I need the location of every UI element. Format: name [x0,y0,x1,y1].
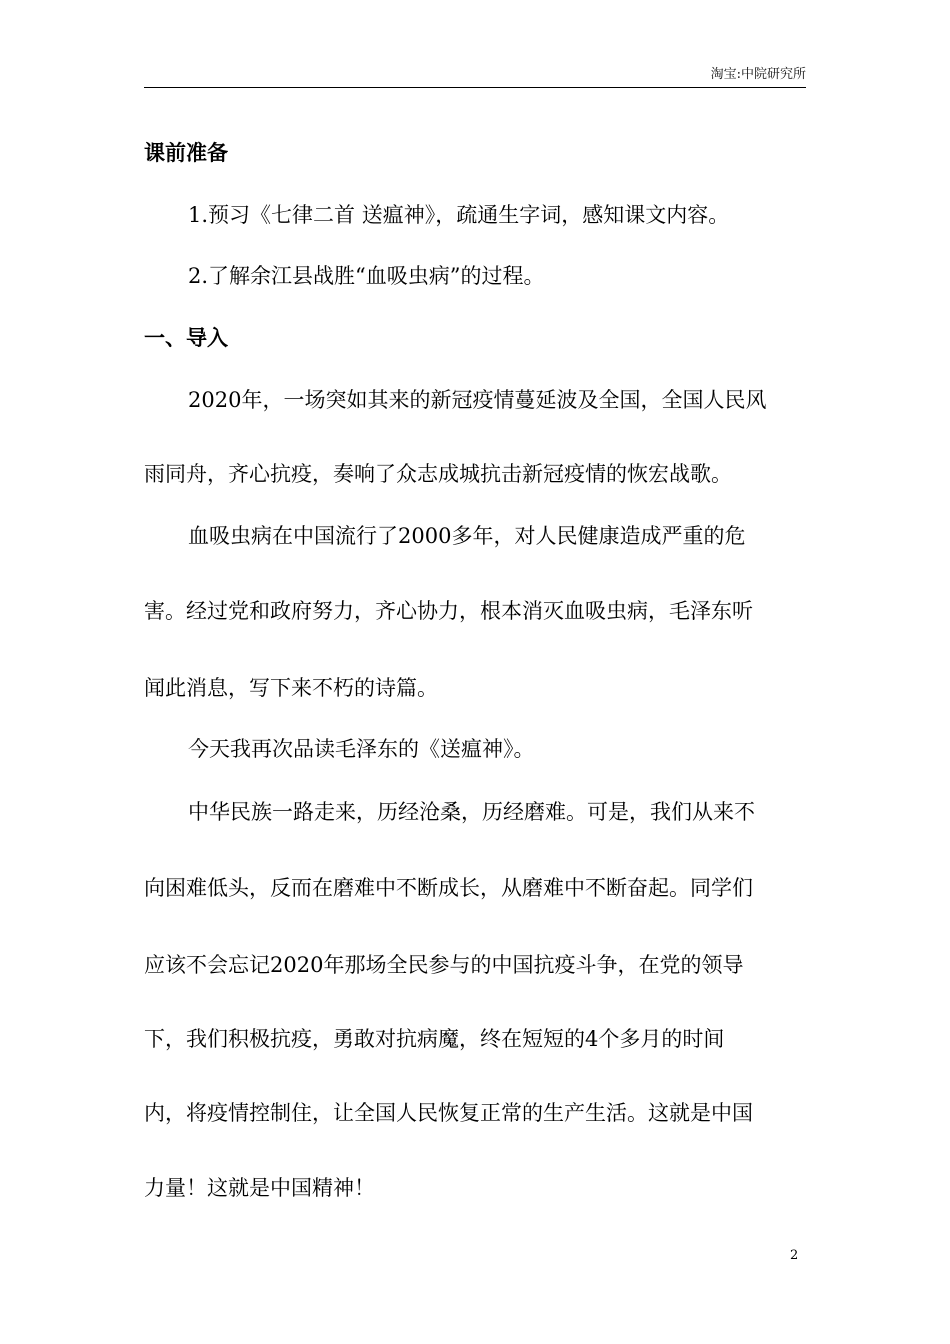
header-rule [144,87,806,88]
paragraph-line: 雨同舟，齐心抗疫，奏响了众志成城抗击新冠疫情的恢宏战歌。 [144,462,732,486]
page-number: 2 [790,1248,799,1263]
intro-heading: 一、导入 [144,326,228,350]
page-header [144,66,806,88]
prep-item-2: 2.了解余江县战胜“血吸虫病”的过程。 [188,264,545,288]
paragraph-line: 力量！这就是中国精神！ [144,1176,375,1200]
paragraph-line: 下，我们积极抗疫，勇敢对抗病魔，终在短短的4个多月的时间 [144,1027,725,1051]
prep-heading: 课前准备 [144,141,228,165]
paragraph-line: 向困难低头，反而在磨难中不断成长，从磨难中不断奋起。同学们 [144,876,753,900]
paragraph-line: 血吸虫病在中国流行了2000多年，对人民健康造成严重的危 [188,524,746,548]
paragraph-line: 害。经过党和政府努力，齐心协力，根本消灭血吸虫病，毛泽东听 [144,599,753,623]
paragraph-line: 内，将疫情控制住，让全国人民恢复正常的生产生活。这就是中国 [144,1101,753,1125]
paragraph-line: 2020年，一场突如其来的新冠疫情蔓延波及全国，全国人民风 [188,388,767,412]
paragraph-line: 应该不会忘记2020年那场全民参与的中国抗疫斗争，在党的领导 [144,953,744,977]
paragraph-line: 今天我再次品读毛泽东的《送瘟神》。 [188,737,535,761]
paragraph-line: 中华民族一路走来，历经沧桑，历经磨难。可是，我们从来不 [188,800,755,824]
paragraph-line: 闻此消息，写下来不朽的诗篇。 [144,676,438,700]
header-text: 淘宝:中院研究所 [710,67,806,82]
prep-item-1: 1.预习《七律二首 送瘟神》，疏通生字词，感知课文内容。 [188,203,730,227]
